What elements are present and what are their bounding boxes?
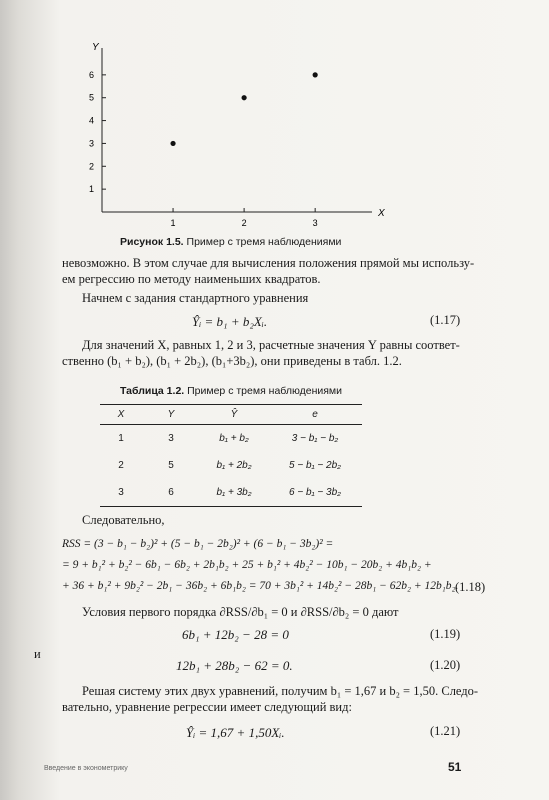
x-tick-label: 3 <box>312 218 318 228</box>
table-row <box>100 479 362 507</box>
table-cell: 5 <box>168 460 174 471</box>
equation-1-19-number: (1.19) <box>430 627 461 641</box>
observations-table <box>100 404 362 507</box>
table-caption-label: Таблица 1.2. <box>120 385 185 397</box>
paragraph-6-line-2: вательно, уравнение регрессии имеет следующий вид: <box>62 700 352 714</box>
conjunction-and: и <box>34 647 41 661</box>
chart-points <box>170 72 317 146</box>
y-axis-label: Y <box>92 42 99 53</box>
data-point <box>170 141 175 146</box>
table-header-row <box>100 405 362 425</box>
y-tick-label: 4 <box>88 115 94 126</box>
running-title: Введение в эконометрику <box>44 765 128 772</box>
y-tick-label: 5 <box>88 92 94 103</box>
table-row <box>100 425 362 453</box>
chart-ticks <box>89 70 318 228</box>
table-header-y: Y <box>142 405 200 425</box>
rss-line-2: = 9 + b₁² + b₂² − 6b₁ − 6b₂ + 2b₁b₂ + 25 + b₁² + 4b₂² − 10b₁ − 20b₂ + 4b₁b₂ + <box>62 559 432 571</box>
y-tick-label: 6 <box>88 69 94 80</box>
x-axis-label: X <box>378 208 385 219</box>
figure-caption-text: Пример с тремя наблюдениями <box>186 236 342 248</box>
table-cell: 3 <box>168 433 174 444</box>
scatter-chart <box>80 40 390 230</box>
figure-caption <box>120 236 341 248</box>
page-number: 51 <box>448 760 462 774</box>
data-point <box>242 95 247 100</box>
paragraph-3-line-1: Для значений X, равных 1, 2 и 3, расчетные значения Y равны соответ- <box>82 338 460 352</box>
equation-1-19: 6b₁ + 12b₂ − 28 = 0 <box>182 627 289 642</box>
table-cell: b₁ + 3b₂ <box>200 479 268 507</box>
paragraph-1-line-1: невозможно. В этом случае для вычисления положения прямой мы использу- <box>62 256 475 270</box>
y-tick-label: 3 <box>88 138 94 149</box>
chart-axes <box>102 48 372 212</box>
paragraph-1-line-2: ем регрессию по методу наименьших квадратов. <box>62 272 321 286</box>
paragraph-5: Условия первого порядка ∂RSS/∂b₁ = 0 и ∂RSS/∂b₂ = 0 дают <box>82 605 399 619</box>
table-cell: b₁ + b₂ <box>219 433 249 444</box>
x-tick-label: 1 <box>170 218 176 228</box>
table-header-x: X <box>100 405 142 425</box>
equation-1-20-number: (1.20) <box>430 658 461 672</box>
equation-1-18-number: (1.18) <box>455 580 486 594</box>
y-tick-label: 2 <box>88 161 94 172</box>
equation-1-21: Ŷᵢ = 1,67 + 1,50Xᵢ. <box>186 725 285 740</box>
equation-1-17-number: (1.17) <box>430 313 461 327</box>
table-header-e: e <box>268 405 362 425</box>
table-cell: 2 <box>118 460 124 471</box>
paragraph-2: Начнем с задания стандартного уравнения <box>82 291 309 305</box>
y-tick-label: 1 <box>88 184 94 195</box>
table-cell: 6 − b₁ − 3b₂ <box>268 479 362 507</box>
paragraph-4: Следовательно, <box>82 513 165 527</box>
table-cell: 5 − b₁ − 2b₂ <box>288 460 341 471</box>
x-tick-label: 2 <box>241 218 247 228</box>
equation-1-17: Ŷᵢ = b₁ + b₂Xᵢ. <box>192 314 268 329</box>
table-caption <box>120 385 342 397</box>
table-cell: 6 <box>142 479 200 507</box>
table-cell: 3 − b₁ − b₂ <box>291 433 339 444</box>
figure-caption-label: Рисунок 1.5. <box>120 236 184 248</box>
table-cell: 3 <box>100 479 142 507</box>
rss-line-1: RSS = (3 − b₁ − b₂)² + (5 − b₁ − 2b₂)² + (6 − b₁ − 3b₂)² = <box>62 538 334 550</box>
equation-1-21-number: (1.21) <box>430 724 461 738</box>
paragraph-3-line-2: ственно (b₁ + b₂), (b₁ + 2b₂), (b₁+3b₂), они приведены в табл. 1.2. <box>62 354 402 368</box>
equation-1-20: 12b₁ + 28b₂ − 62 = 0. <box>176 658 293 673</box>
table-header-yhat: Ŷ <box>200 405 268 425</box>
rss-line-3: + 36 + b₁² + 9b₂² − 2b₁ − 36b₂ + 6b₁b₂ = 70 + 3b₁² + 14b₂² − 28b₁ − 62b₂ + 12b₁b₂. <box>62 580 459 592</box>
table-cell: 1 <box>118 433 124 444</box>
data-point <box>313 72 318 77</box>
table-row <box>100 452 362 479</box>
table-caption-text: Пример с тремя наблюдениями <box>187 385 343 397</box>
paragraph-6-line-1: Решая систему этих двух уравнений, получим b₁ = 1,67 и b₂ = 1,50. Следо- <box>82 684 479 698</box>
table-cell: b₁ + 2b₂ <box>216 460 252 471</box>
